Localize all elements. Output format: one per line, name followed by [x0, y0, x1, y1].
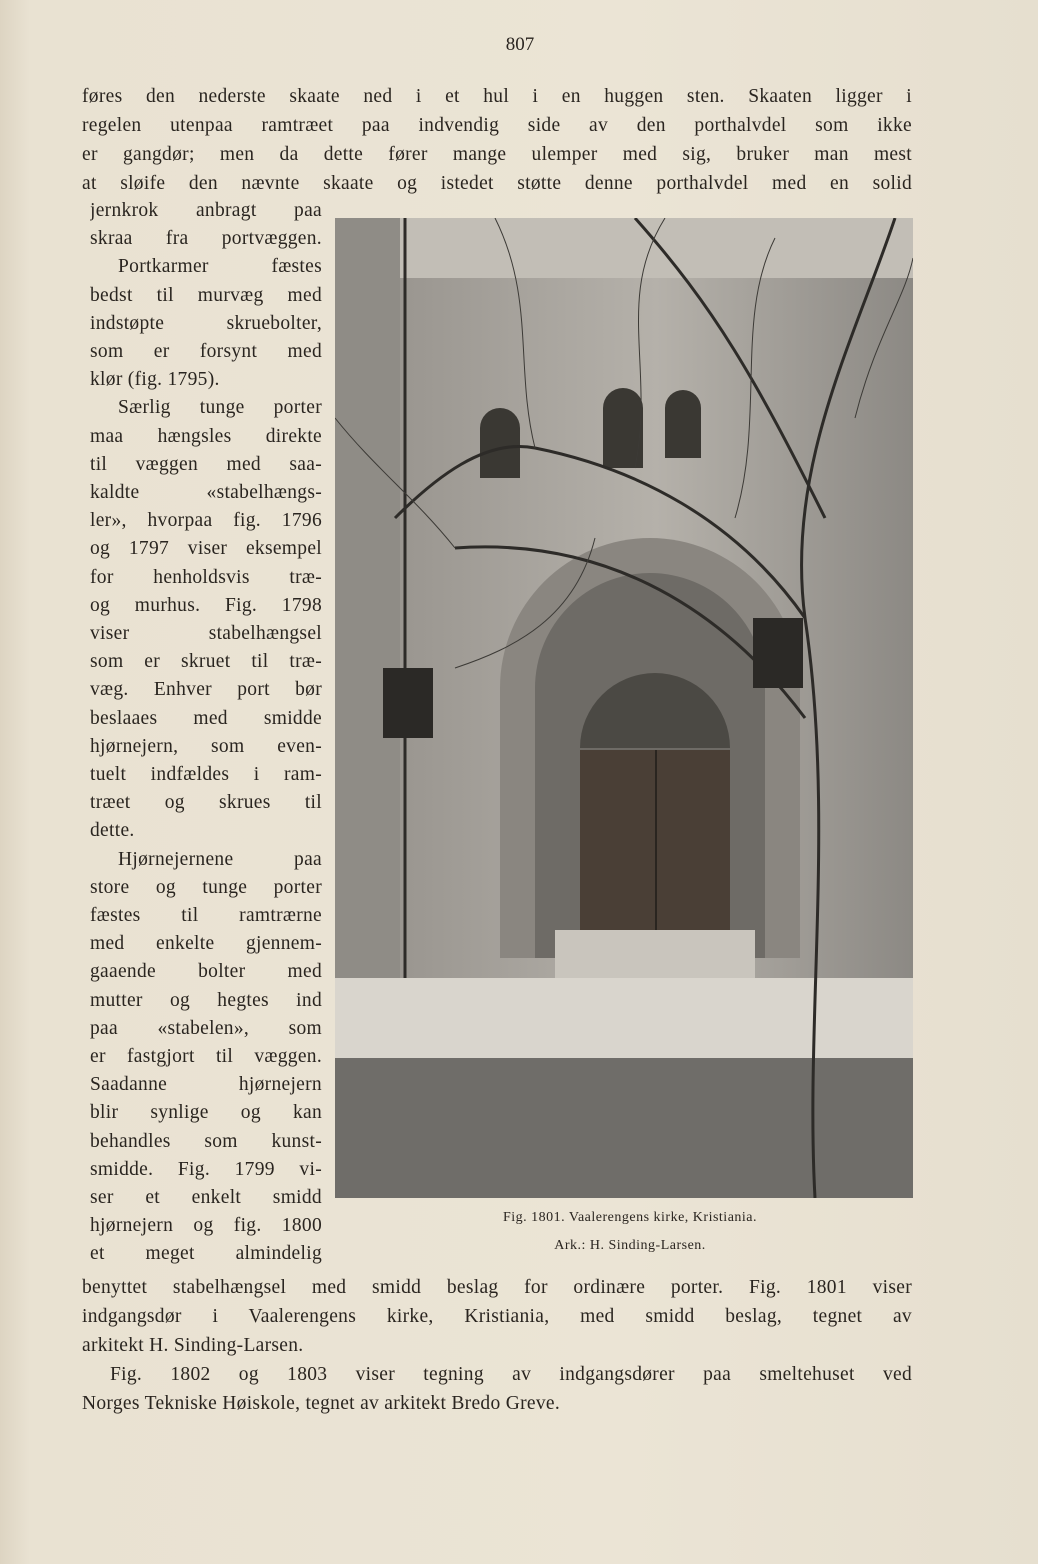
- text-line: er gangdør; men da dette fører mange ulemper med sig, bruker man mest: [82, 143, 912, 165]
- text-line: Saadanne hjørnejern: [90, 1074, 322, 1096]
- text-line: Hjørnejernene paa: [118, 848, 322, 870]
- figure-credit: Ark.: H. Sinding-Larsen.: [554, 1238, 706, 1253]
- text-line: og murhus. Fig. 1798: [90, 594, 322, 616]
- figure-caption: Fig. 1801. Vaalerengens kirke, Kristiania.: [502, 1210, 758, 1225]
- text-line: klør (fig. 1795).: [90, 369, 220, 391]
- text-line: behandles som kunst-: [90, 1130, 322, 1152]
- text-line: beslaaes med smidde: [90, 707, 322, 729]
- text-line: fæstes til ramtrærne: [90, 905, 322, 926]
- text-line: Fig. 1802 og 1803 viser tegning av indgangsdører paa smeltehuset ved: [110, 1364, 912, 1385]
- text-line: regelen utenpaa ramtræet paa indvendig side av den porthalvdel som ikke: [82, 114, 912, 136]
- text-line: blir synlige og kan: [90, 1102, 322, 1124]
- text-line: hjørnejern, som even-: [90, 735, 322, 757]
- text-line: træet og skrues til: [90, 792, 322, 814]
- text-line: føres den nederste skaate ned i et hul i en huggen sten. Skaaten ligger i: [82, 86, 912, 107]
- text-line: er fastgjort til væggen.: [90, 1046, 322, 1067]
- text-line: indstøpte skruebolter,: [90, 312, 322, 334]
- text-line: jernkrok anbragt paa: [90, 200, 322, 221]
- text-line: for henholdsvis træ-: [90, 566, 322, 588]
- text-line: et meget almindelig: [90, 1243, 322, 1265]
- text-line: til væggen med saa-: [90, 453, 322, 475]
- text-line: benyttet stabelhængsel med smidd beslag for ordinære porter. Fig. 1801 viser: [82, 1277, 912, 1298]
- text-line: tuelt indfældes i ram-: [90, 764, 322, 785]
- text-line: smidde. Fig. 1799 vi-: [90, 1158, 322, 1180]
- text-line: Portkarmer fæstes: [118, 256, 322, 278]
- text-line: kaldte «stabelhængs-: [90, 482, 322, 503]
- church-entrance-photo: [335, 218, 913, 1198]
- text-line: viser stabelhængsel: [90, 623, 322, 644]
- text-line: Særlig tunge porter: [118, 397, 322, 419]
- text-line: mutter og hegtes ind: [90, 989, 322, 1011]
- text-line: store og tunge porter: [90, 876, 322, 898]
- photo-illustration: [335, 218, 913, 1198]
- text-line: som er forsynt med: [90, 341, 322, 362]
- text-line: hjørnejern og fig. 1800: [90, 1215, 322, 1237]
- text-line: maa hængsles direkte: [90, 425, 322, 447]
- text-line: bedst til murvæg med: [90, 284, 322, 306]
- text-line: og 1797 viser eksempel: [90, 538, 322, 560]
- text-line: væg. Enhver port bør: [90, 679, 322, 701]
- text-line: Norges Tekniske Høiskole, tegnet av arkitekt Bredo Greve.: [82, 1393, 561, 1414]
- text-line: at sløife den nævnte skaate og istedet støtte denne porthalvdel med en solid: [82, 172, 912, 194]
- text-line: paa «stabelen», som: [90, 1017, 322, 1039]
- text-line: gaaende bolter med: [90, 961, 322, 983]
- text-line: skraa fra portvæggen.: [90, 228, 322, 250]
- text-line: som er skruet til træ-: [90, 651, 322, 673]
- text-line: dette.: [90, 820, 135, 842]
- text-line: med enkelte gjennem-: [90, 933, 322, 955]
- text-line: indgangsdør i Vaalerengens kirke, Kristiania, med smidd beslag, tegnet av: [82, 1306, 912, 1327]
- page-number: 807: [505, 34, 535, 55]
- text-line: arkitekt H. Sinding-Larsen.: [82, 1335, 304, 1356]
- text-line: ler», hvorpaa fig. 1796: [90, 510, 322, 532]
- text-line: ser et enkelt smidd: [90, 1187, 322, 1208]
